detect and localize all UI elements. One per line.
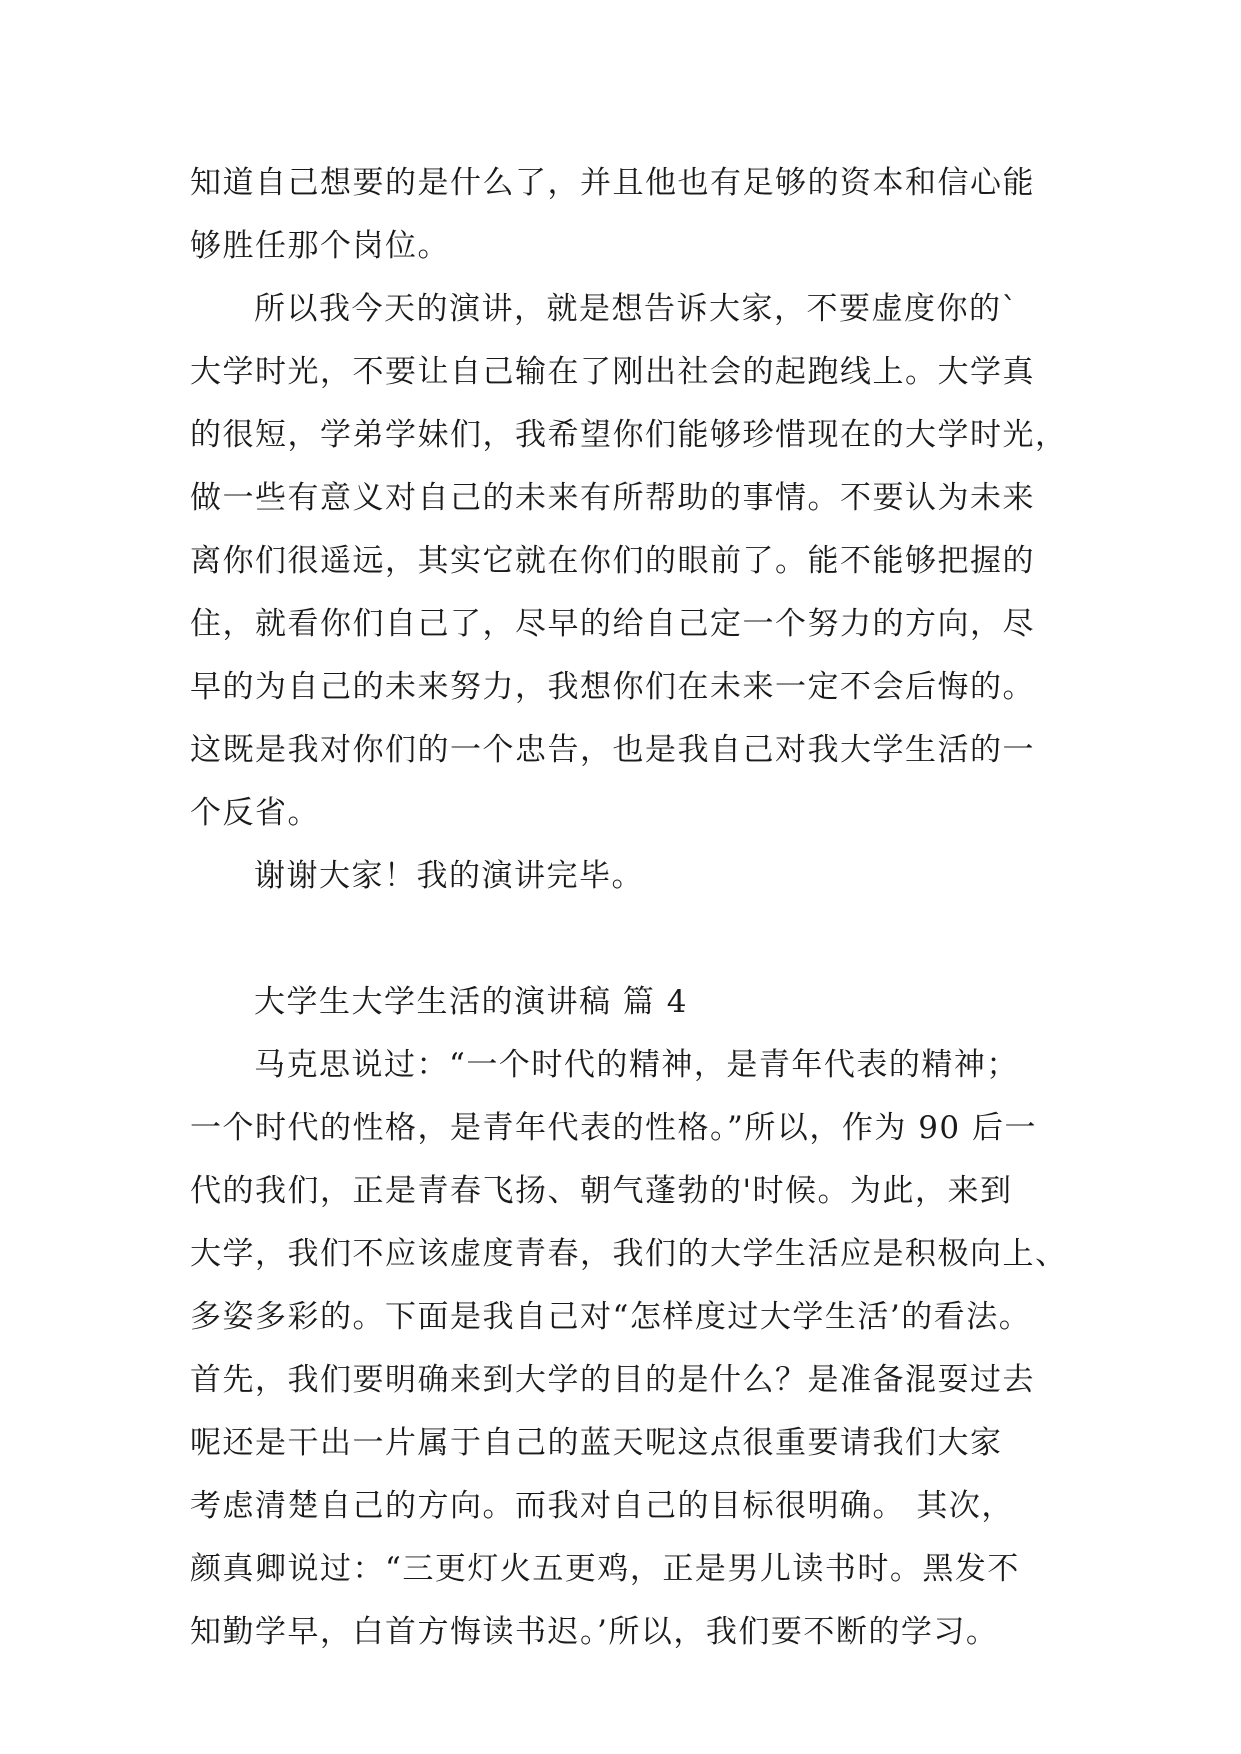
paragraph-first-line: 马克思说过：“一个时代的精神，是青年代表的精神； xyxy=(254,1047,1019,1083)
text-line: 大学时光，不要让自己输在了刚出社会的起跑线上。大学真 xyxy=(190,354,1035,390)
text-line: 个反省。 xyxy=(190,795,320,831)
text-line: 大学，我们不应该虚度青春，我们的大学生活应是积极向上、 xyxy=(190,1236,1068,1272)
paragraph-first-line: 所以我今天的演讲，就是想告诉大家，不要虚度你的` xyxy=(254,291,1019,327)
text-line: 住，就看你们自己了，尽早的给自己定一个努力的方向，尽 xyxy=(190,606,1035,642)
text-line: 颜真卿说过：“三更灯火五更鸡，正是男儿读书时。黑发不 xyxy=(190,1551,1020,1587)
text-line: 离你们很遥远，其实它就在你们的眼前了。能不能够把握的 xyxy=(190,543,1035,579)
text-line: 一个时代的性格，是青年代表的性格。”所以，作为 90 后一 xyxy=(190,1110,1037,1146)
text-line: 首先，我们要明确来到大学的目的是什么？是准备混耍过去 xyxy=(190,1362,1035,1398)
text-line: 代的我们，正是青春飞扬、朝气蓬勃的'时候。为此，来到 xyxy=(190,1173,1013,1209)
closing-line: 谢谢大家！我的演讲完毕。 xyxy=(254,858,644,894)
text-line: 多姿多彩的。下面是我自己对“怎样度过大学生活’的看法。 xyxy=(190,1299,1032,1335)
section-heading: 大学生大学生活的演讲稿 篇 4 xyxy=(254,984,688,1020)
text-line: 知勤学早，白首方悔读书迟。’所以，我们要不断的学习。 xyxy=(190,1614,999,1650)
text-line: 的很短，学弟学妹们，我希望你们能够珍惜现在的大学时光， xyxy=(190,417,1068,453)
text-line: 早的为自己的未来努力，我想你们在未来一定不会后悔的。 xyxy=(190,669,1035,705)
text-line: 做一些有意义对自己的未来有所帮助的事情。不要认为未来 xyxy=(190,480,1035,516)
text-line: 考虑清楚自己的方向。而我对自己的目标很明确。 其次， xyxy=(190,1488,1014,1524)
text-line: 够胜任那个岗位。 xyxy=(190,228,450,264)
text-line: 知道自己想要的是什么了，并且他也有足够的资本和信心能 xyxy=(190,165,1035,201)
text-line: 这既是我对你们的一个忠告，也是我自己对我大学生活的一 xyxy=(190,732,1035,768)
text-line: 呢还是干出一片属于自己的蓝天呢这点很重要请我们大家 xyxy=(190,1425,1003,1461)
